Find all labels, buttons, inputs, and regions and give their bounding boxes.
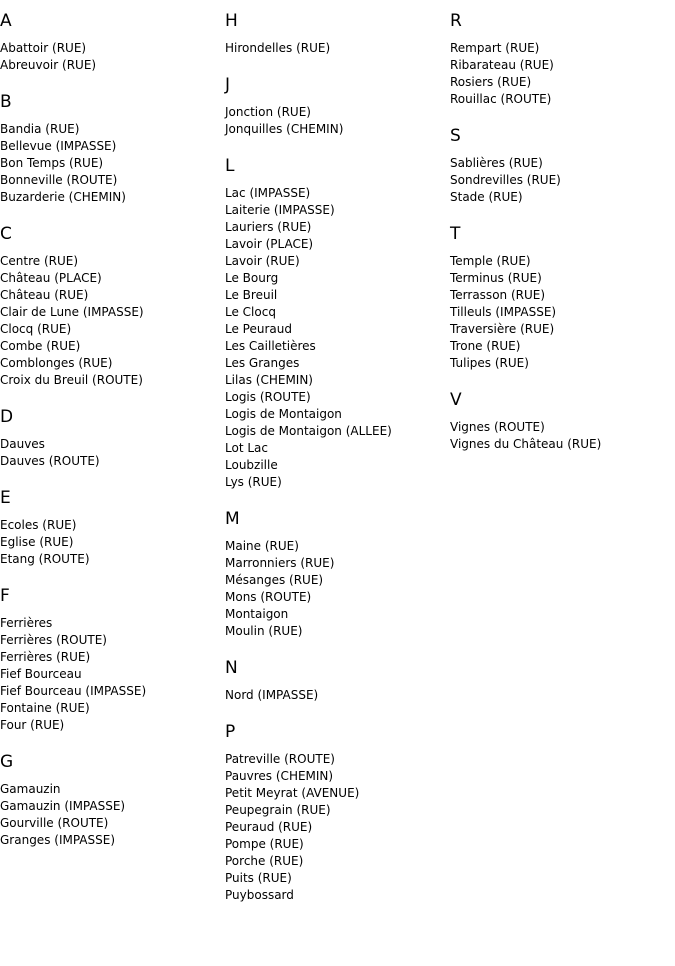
street-link[interactable]: Patreville (ROUTE)	[225, 752, 335, 766]
street-link[interactable]: Granges (IMPASSE)	[0, 833, 116, 847]
letter-heading: N	[225, 658, 238, 678]
street-link[interactable]: Montaigon	[225, 607, 289, 621]
street-link[interactable]: Laiterie (IMPASSE)	[225, 203, 335, 217]
letter-group	[225, 10, 450, 57]
street-index-column-1	[0, 10, 225, 866]
street-link[interactable]: Château (PLACE)	[0, 271, 102, 285]
letter-group	[450, 223, 675, 372]
letter-group	[225, 74, 450, 138]
letter-group	[450, 389, 675, 453]
street-link[interactable]: Clair de Lune (IMPASSE)	[0, 305, 144, 319]
letter-heading: M	[225, 509, 240, 529]
street-link[interactable]: Four (RUE)	[0, 718, 65, 732]
letter-heading: A	[0, 11, 12, 31]
street-link[interactable]: Ferrières (RUE)	[0, 650, 91, 664]
street-link[interactable]: Rouillac (ROUTE)	[450, 92, 552, 106]
street-link[interactable]: Ferrières (ROUTE)	[0, 633, 107, 647]
street-link[interactable]: Sablières (RUE)	[450, 156, 543, 170]
street-link[interactable]: Porche (RUE)	[225, 854, 304, 868]
street-link[interactable]: Château (RUE)	[0, 288, 89, 302]
street-link[interactable]: Rempart (RUE)	[450, 41, 540, 55]
street-index-column-3	[450, 10, 675, 470]
street-link[interactable]: Vignes (ROUTE)	[450, 420, 545, 434]
letter-heading: F	[0, 586, 10, 606]
street-link[interactable]: Lot Lac	[225, 441, 268, 455]
street-link[interactable]: Clocq (RUE)	[0, 322, 72, 336]
street-link[interactable]: Terminus (RUE)	[450, 271, 542, 285]
street-link[interactable]: Hirondelles (RUE)	[225, 41, 331, 55]
letter-heading: V	[450, 390, 462, 410]
letter-heading: S	[450, 126, 461, 146]
street-link[interactable]: Abattoir (RUE)	[0, 41, 87, 55]
street-link[interactable]: Gamauzin	[0, 782, 61, 796]
street-link[interactable]: Stade (RUE)	[450, 190, 523, 204]
letter-group	[0, 406, 225, 470]
street-link[interactable]: Marronniers (RUE)	[225, 556, 335, 570]
street-link[interactable]: Abreuvoir (RUE)	[0, 58, 97, 72]
street-link[interactable]: Lys (RUE)	[225, 475, 282, 489]
letter-heading: L	[225, 156, 235, 176]
letter-group	[225, 508, 450, 640]
street-link[interactable]: Eglise (RUE)	[0, 535, 74, 549]
street-link[interactable]: Peuraud (RUE)	[225, 820, 313, 834]
street-link[interactable]: Jonction (RUE)	[225, 105, 311, 119]
street-link[interactable]: Fief Bourceau	[0, 667, 82, 681]
letter-heading: D	[0, 407, 14, 427]
letter-heading: B	[0, 92, 12, 112]
street-link[interactable]: Buzarderie (CHEMIN)	[0, 190, 126, 204]
street-link[interactable]: Bon Temps (RUE)	[0, 156, 104, 170]
street-link[interactable]: Bandia (RUE)	[0, 122, 80, 136]
street-link[interactable]: Ferrières	[0, 616, 53, 630]
street-link[interactable]: Croix du Breuil (ROUTE)	[0, 373, 143, 387]
street-link[interactable]: Petit Meyrat (AVENUE)	[225, 786, 360, 800]
street-link[interactable]: Temple (RUE)	[450, 254, 531, 268]
street-link[interactable]: Logis de Montaigon	[225, 407, 342, 421]
street-link[interactable]: Gamauzin (IMPASSE)	[0, 799, 126, 813]
street-link[interactable]: Puybossard	[225, 888, 294, 902]
street-link[interactable]: Le Clocq	[225, 305, 276, 319]
street-link[interactable]: Pauvres (CHEMIN)	[225, 769, 334, 783]
street-link[interactable]: Ecoles (RUE)	[0, 518, 77, 532]
street-link[interactable]: Sondrevilles (RUE)	[450, 173, 561, 187]
street-link[interactable]: Maine (RUE)	[225, 539, 299, 553]
letter-heading: P	[225, 722, 236, 742]
street-link[interactable]: Trone (RUE)	[450, 339, 521, 353]
street-link[interactable]: Puits (RUE)	[225, 871, 292, 885]
letter-group	[450, 125, 675, 206]
letter-group	[0, 751, 225, 849]
letter-heading: G	[0, 752, 14, 772]
street-link[interactable]: Peupegrain (RUE)	[225, 803, 331, 817]
street-link[interactable]: Les Cailletières	[225, 339, 316, 353]
street-link[interactable]: Mésanges (RUE)	[225, 573, 324, 587]
street-link[interactable]: Vignes du Château (RUE)	[450, 437, 602, 451]
street-index-column-2	[225, 10, 450, 921]
street-link[interactable]: Le Breuil	[225, 288, 278, 302]
street-link[interactable]: Mons (ROUTE)	[225, 590, 312, 604]
letter-group	[0, 487, 225, 568]
letter-heading: J	[225, 75, 231, 95]
street-link[interactable]: Lauriers (RUE)	[225, 220, 312, 234]
letter-group	[0, 10, 225, 74]
street-link[interactable]: Dauves	[0, 437, 45, 451]
letter-group	[0, 91, 225, 206]
street-link[interactable]: Moulin (RUE)	[225, 624, 303, 638]
letter-heading: E	[0, 488, 11, 508]
street-link[interactable]: Nord (IMPASSE)	[225, 688, 319, 702]
letter-group	[450, 10, 675, 108]
letter-heading: T	[450, 224, 461, 244]
street-link[interactable]: Tulipes (RUE)	[450, 356, 529, 370]
street-link[interactable]: Lac (IMPASSE)	[225, 186, 311, 200]
street-link[interactable]: Fontaine (RUE)	[0, 701, 90, 715]
street-link[interactable]: Traversière (RUE)	[450, 322, 555, 336]
street-link[interactable]: Centre (RUE)	[0, 254, 79, 268]
letter-group	[225, 721, 450, 904]
street-link[interactable]: Le Bourg	[225, 271, 279, 285]
street-link[interactable]: Fief Bourceau (IMPASSE)	[0, 684, 147, 698]
street-link[interactable]: Rosiers (RUE)	[450, 75, 532, 89]
letter-group	[0, 223, 225, 389]
street-link[interactable]: Bonneville (ROUTE)	[0, 173, 118, 187]
street-link[interactable]: Ribarateau (RUE)	[450, 58, 554, 72]
street-link[interactable]: Pompe (RUE)	[225, 837, 304, 851]
letter-heading: C	[0, 224, 12, 244]
street-link[interactable]: Jonquilles (CHEMIN)	[225, 122, 344, 136]
letter-heading: R	[450, 11, 462, 31]
street-link[interactable]: Gourville (ROUTE)	[0, 816, 109, 830]
street-link[interactable]: Lilas (CHEMIN)	[225, 373, 313, 387]
letter-group	[0, 585, 225, 734]
street-link[interactable]: Bellevue (IMPASSE)	[0, 139, 117, 153]
street-link[interactable]: Dauves (ROUTE)	[0, 454, 100, 468]
street-link[interactable]: Lavoir (RUE)	[225, 254, 300, 268]
street-link[interactable]: Loubzille	[225, 458, 278, 472]
street-link[interactable]: Logis de Montaigon (ALLEE)	[225, 424, 392, 438]
street-link[interactable]: Les Granges	[225, 356, 300, 370]
street-link[interactable]: Combe (RUE)	[0, 339, 81, 353]
street-link[interactable]: Etang (ROUTE)	[0, 552, 90, 566]
street-link[interactable]: Comblonges (RUE)	[0, 356, 113, 370]
street-link[interactable]: Tilleuls (IMPASSE)	[450, 305, 557, 319]
street-link[interactable]: Le Peuraud	[225, 322, 292, 336]
letter-group	[225, 657, 450, 704]
street-link[interactable]: Logis (ROUTE)	[225, 390, 311, 404]
letter-heading: H	[225, 11, 238, 31]
street-link[interactable]: Terrasson (RUE)	[450, 288, 546, 302]
letter-group	[225, 155, 450, 491]
street-link[interactable]: Lavoir (PLACE)	[225, 237, 314, 251]
